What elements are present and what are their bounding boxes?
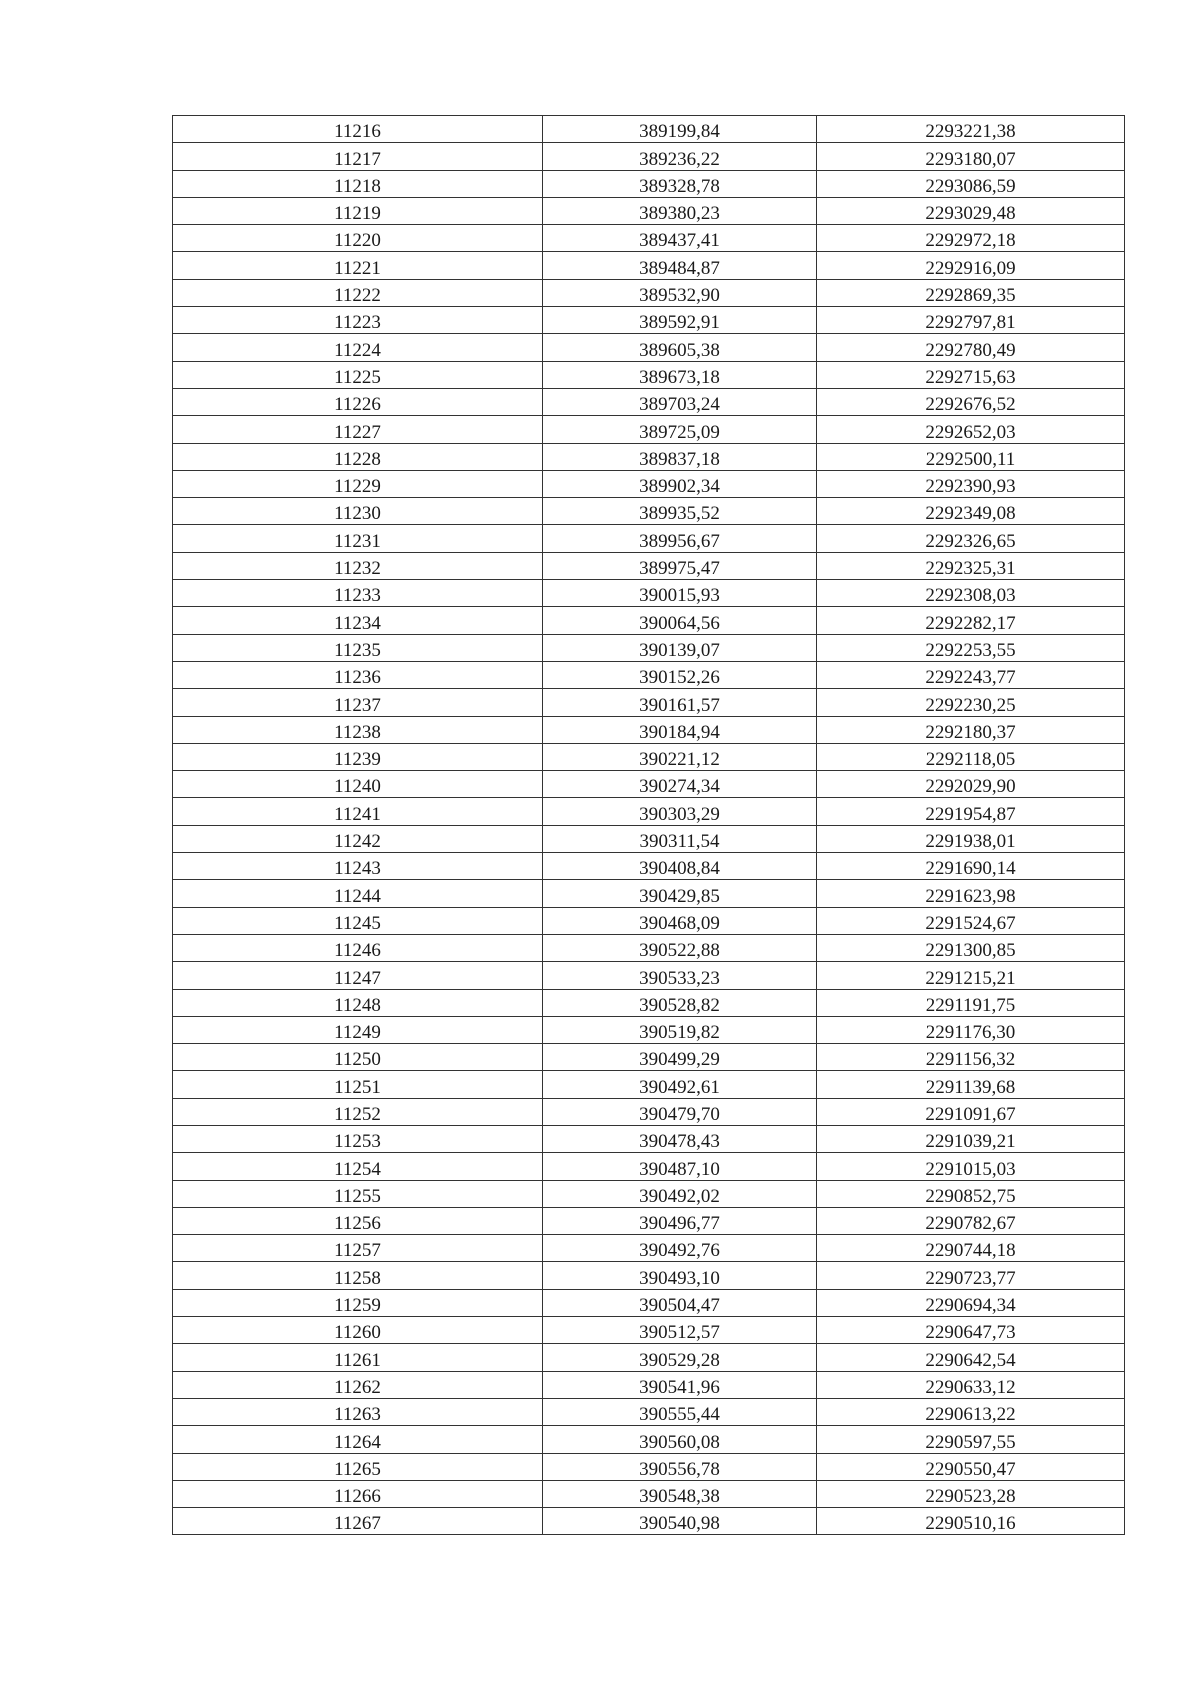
point-number-cell: 11253 bbox=[173, 1125, 543, 1152]
y-coordinate-cell: 2291015,03 bbox=[817, 1153, 1125, 1180]
table-row bbox=[173, 853, 1125, 880]
point-number-cell: 11236 bbox=[173, 661, 543, 688]
table-row bbox=[173, 279, 1125, 306]
y-coordinate-cell: 2293221,38 bbox=[817, 116, 1125, 143]
y-coordinate-cell: 2292326,65 bbox=[817, 525, 1125, 552]
table-row bbox=[173, 661, 1125, 688]
y-coordinate-cell: 2291156,32 bbox=[817, 1044, 1125, 1071]
y-coordinate-cell: 2290597,55 bbox=[817, 1426, 1125, 1453]
point-number-cell: 11232 bbox=[173, 552, 543, 579]
table-row bbox=[173, 498, 1125, 525]
table-row bbox=[173, 143, 1125, 170]
x-coordinate-cell: 390504,47 bbox=[543, 1289, 817, 1316]
x-coordinate-cell: 390522,88 bbox=[543, 934, 817, 961]
table-row bbox=[173, 1016, 1125, 1043]
table-row bbox=[173, 334, 1125, 361]
point-number-cell: 11224 bbox=[173, 334, 543, 361]
point-number-cell: 11262 bbox=[173, 1371, 543, 1398]
y-coordinate-cell: 2292500,11 bbox=[817, 443, 1125, 470]
table-row bbox=[173, 1180, 1125, 1207]
point-number-cell: 11239 bbox=[173, 743, 543, 770]
x-coordinate-cell: 390479,70 bbox=[543, 1098, 817, 1125]
point-number-cell: 11220 bbox=[173, 225, 543, 252]
x-coordinate-cell: 389484,87 bbox=[543, 252, 817, 279]
table-row bbox=[173, 716, 1125, 743]
table-row bbox=[173, 1262, 1125, 1289]
point-number-cell: 11250 bbox=[173, 1044, 543, 1071]
point-number-cell: 11267 bbox=[173, 1508, 543, 1535]
x-coordinate-cell: 389673,18 bbox=[543, 361, 817, 388]
y-coordinate-cell: 2291176,30 bbox=[817, 1016, 1125, 1043]
table-row bbox=[173, 116, 1125, 143]
point-number-cell: 11240 bbox=[173, 771, 543, 798]
x-coordinate-cell: 389532,90 bbox=[543, 279, 817, 306]
point-number-cell: 11243 bbox=[173, 853, 543, 880]
point-number-cell: 11255 bbox=[173, 1180, 543, 1207]
x-coordinate-cell: 390303,29 bbox=[543, 798, 817, 825]
point-number-cell: 11251 bbox=[173, 1071, 543, 1098]
table-row bbox=[173, 1098, 1125, 1125]
table-row bbox=[173, 880, 1125, 907]
y-coordinate-cell: 2293029,48 bbox=[817, 197, 1125, 224]
y-coordinate-cell: 2292676,52 bbox=[817, 388, 1125, 415]
table-row bbox=[173, 1398, 1125, 1425]
point-number-cell: 11233 bbox=[173, 580, 543, 607]
point-number-cell: 11245 bbox=[173, 907, 543, 934]
point-number-cell: 11222 bbox=[173, 279, 543, 306]
table-row bbox=[173, 771, 1125, 798]
table-row bbox=[173, 197, 1125, 224]
point-number-cell: 11258 bbox=[173, 1262, 543, 1289]
point-number-cell: 11263 bbox=[173, 1398, 543, 1425]
point-number-cell: 11230 bbox=[173, 498, 543, 525]
x-coordinate-cell: 389975,47 bbox=[543, 552, 817, 579]
x-coordinate-cell: 390221,12 bbox=[543, 743, 817, 770]
table-row bbox=[173, 1153, 1125, 1180]
y-coordinate-cell: 2292308,03 bbox=[817, 580, 1125, 607]
y-coordinate-cell: 2291139,68 bbox=[817, 1071, 1125, 1098]
y-coordinate-cell: 2290852,75 bbox=[817, 1180, 1125, 1207]
x-coordinate-cell: 390540,98 bbox=[543, 1508, 817, 1535]
table-row bbox=[173, 825, 1125, 852]
y-coordinate-cell: 2290523,28 bbox=[817, 1480, 1125, 1507]
table-row bbox=[173, 1235, 1125, 1262]
x-coordinate-cell: 390311,54 bbox=[543, 825, 817, 852]
table-row bbox=[173, 1371, 1125, 1398]
x-coordinate-cell: 390519,82 bbox=[543, 1016, 817, 1043]
table-row bbox=[173, 1289, 1125, 1316]
y-coordinate-cell: 2291938,01 bbox=[817, 825, 1125, 852]
y-coordinate-cell: 2292390,93 bbox=[817, 470, 1125, 497]
y-coordinate-cell: 2292282,17 bbox=[817, 607, 1125, 634]
x-coordinate-cell: 390015,93 bbox=[543, 580, 817, 607]
table-row bbox=[173, 470, 1125, 497]
table-row bbox=[173, 1044, 1125, 1071]
table-row bbox=[173, 1125, 1125, 1152]
x-coordinate-cell: 389199,84 bbox=[543, 116, 817, 143]
x-coordinate-cell: 390408,84 bbox=[543, 853, 817, 880]
point-number-cell: 11244 bbox=[173, 880, 543, 907]
point-number-cell: 11265 bbox=[173, 1453, 543, 1480]
x-coordinate-cell: 389592,91 bbox=[543, 307, 817, 334]
point-number-cell: 11231 bbox=[173, 525, 543, 552]
coordinate-table bbox=[172, 115, 1125, 1535]
y-coordinate-cell: 2290744,18 bbox=[817, 1235, 1125, 1262]
y-coordinate-cell: 2290613,22 bbox=[817, 1398, 1125, 1425]
y-coordinate-cell: 2290782,67 bbox=[817, 1207, 1125, 1234]
table-row bbox=[173, 689, 1125, 716]
table-row bbox=[173, 170, 1125, 197]
x-coordinate-cell: 390492,61 bbox=[543, 1071, 817, 1098]
point-number-cell: 11221 bbox=[173, 252, 543, 279]
x-coordinate-cell: 389236,22 bbox=[543, 143, 817, 170]
point-number-cell: 11223 bbox=[173, 307, 543, 334]
x-coordinate-cell: 390492,76 bbox=[543, 1235, 817, 1262]
table-row bbox=[173, 525, 1125, 552]
table-row bbox=[173, 1344, 1125, 1371]
x-coordinate-cell: 390499,29 bbox=[543, 1044, 817, 1071]
x-coordinate-cell: 390493,10 bbox=[543, 1262, 817, 1289]
x-coordinate-cell: 390533,23 bbox=[543, 962, 817, 989]
y-coordinate-cell: 2291191,75 bbox=[817, 989, 1125, 1016]
x-coordinate-cell: 389703,24 bbox=[543, 388, 817, 415]
x-coordinate-cell: 389956,67 bbox=[543, 525, 817, 552]
table-row bbox=[173, 634, 1125, 661]
table-row bbox=[173, 1426, 1125, 1453]
y-coordinate-cell: 2291091,67 bbox=[817, 1098, 1125, 1125]
x-coordinate-cell: 390152,26 bbox=[543, 661, 817, 688]
y-coordinate-cell: 2292652,03 bbox=[817, 416, 1125, 443]
y-coordinate-cell: 2292869,35 bbox=[817, 279, 1125, 306]
y-coordinate-cell: 2291524,67 bbox=[817, 907, 1125, 934]
point-number-cell: 11218 bbox=[173, 170, 543, 197]
y-coordinate-cell: 2292797,81 bbox=[817, 307, 1125, 334]
y-coordinate-cell: 2290510,16 bbox=[817, 1508, 1125, 1535]
point-number-cell: 11264 bbox=[173, 1426, 543, 1453]
table-row bbox=[173, 1071, 1125, 1098]
y-coordinate-cell: 2292325,31 bbox=[817, 552, 1125, 579]
table-row bbox=[173, 962, 1125, 989]
y-coordinate-cell: 2292349,08 bbox=[817, 498, 1125, 525]
point-number-cell: 11254 bbox=[173, 1153, 543, 1180]
y-coordinate-cell: 2292253,55 bbox=[817, 634, 1125, 661]
x-coordinate-cell: 389380,23 bbox=[543, 197, 817, 224]
point-number-cell: 11226 bbox=[173, 388, 543, 415]
table-row bbox=[173, 798, 1125, 825]
x-coordinate-cell: 390529,28 bbox=[543, 1344, 817, 1371]
point-number-cell: 11248 bbox=[173, 989, 543, 1016]
x-coordinate-cell: 390555,44 bbox=[543, 1398, 817, 1425]
x-coordinate-cell: 390541,96 bbox=[543, 1371, 817, 1398]
y-coordinate-cell: 2292972,18 bbox=[817, 225, 1125, 252]
x-coordinate-cell: 390492,02 bbox=[543, 1180, 817, 1207]
x-coordinate-cell: 390487,10 bbox=[543, 1153, 817, 1180]
table-row bbox=[173, 388, 1125, 415]
x-coordinate-cell: 389328,78 bbox=[543, 170, 817, 197]
x-coordinate-cell: 389725,09 bbox=[543, 416, 817, 443]
table-row bbox=[173, 552, 1125, 579]
y-coordinate-cell: 2292029,90 bbox=[817, 771, 1125, 798]
y-coordinate-cell: 2290647,73 bbox=[817, 1317, 1125, 1344]
table-row bbox=[173, 580, 1125, 607]
point-number-cell: 11235 bbox=[173, 634, 543, 661]
x-coordinate-cell: 390429,85 bbox=[543, 880, 817, 907]
x-coordinate-cell: 390512,57 bbox=[543, 1317, 817, 1344]
table-row bbox=[173, 307, 1125, 334]
point-number-cell: 11256 bbox=[173, 1207, 543, 1234]
point-number-cell: 11260 bbox=[173, 1317, 543, 1344]
x-coordinate-cell: 389902,34 bbox=[543, 470, 817, 497]
point-number-cell: 11229 bbox=[173, 470, 543, 497]
y-coordinate-cell: 2291690,14 bbox=[817, 853, 1125, 880]
coordinate-table-body bbox=[173, 116, 1125, 1535]
table-row bbox=[173, 1453, 1125, 1480]
y-coordinate-cell: 2293180,07 bbox=[817, 143, 1125, 170]
y-coordinate-cell: 2291215,21 bbox=[817, 962, 1125, 989]
point-number-cell: 11219 bbox=[173, 197, 543, 224]
x-coordinate-cell: 390274,34 bbox=[543, 771, 817, 798]
point-number-cell: 11216 bbox=[173, 116, 543, 143]
y-coordinate-cell: 2292118,05 bbox=[817, 743, 1125, 770]
table-row bbox=[173, 361, 1125, 388]
point-number-cell: 11238 bbox=[173, 716, 543, 743]
table-row bbox=[173, 934, 1125, 961]
table-row bbox=[173, 1480, 1125, 1507]
x-coordinate-cell: 390064,56 bbox=[543, 607, 817, 634]
table-row bbox=[173, 1317, 1125, 1344]
point-number-cell: 11225 bbox=[173, 361, 543, 388]
y-coordinate-cell: 2292916,09 bbox=[817, 252, 1125, 279]
table-row bbox=[173, 907, 1125, 934]
table-row bbox=[173, 607, 1125, 634]
y-coordinate-cell: 2292715,63 bbox=[817, 361, 1125, 388]
y-coordinate-cell: 2291300,85 bbox=[817, 934, 1125, 961]
table-row bbox=[173, 1508, 1125, 1535]
x-coordinate-cell: 390161,57 bbox=[543, 689, 817, 716]
x-coordinate-cell: 390528,82 bbox=[543, 989, 817, 1016]
x-coordinate-cell: 389605,38 bbox=[543, 334, 817, 361]
table-row bbox=[173, 416, 1125, 443]
y-coordinate-cell: 2290550,47 bbox=[817, 1453, 1125, 1480]
point-number-cell: 11259 bbox=[173, 1289, 543, 1316]
y-coordinate-cell: 2291623,98 bbox=[817, 880, 1125, 907]
x-coordinate-cell: 390560,08 bbox=[543, 1426, 817, 1453]
table-row bbox=[173, 989, 1125, 1016]
point-number-cell: 11234 bbox=[173, 607, 543, 634]
x-coordinate-cell: 390478,43 bbox=[543, 1125, 817, 1152]
point-number-cell: 11242 bbox=[173, 825, 543, 852]
y-coordinate-cell: 2291039,21 bbox=[817, 1125, 1125, 1152]
y-coordinate-cell: 2292243,77 bbox=[817, 661, 1125, 688]
point-number-cell: 11241 bbox=[173, 798, 543, 825]
point-number-cell: 11247 bbox=[173, 962, 543, 989]
y-coordinate-cell: 2290633,12 bbox=[817, 1371, 1125, 1398]
table-row bbox=[173, 1207, 1125, 1234]
x-coordinate-cell: 390556,78 bbox=[543, 1453, 817, 1480]
x-coordinate-cell: 389935,52 bbox=[543, 498, 817, 525]
point-number-cell: 11227 bbox=[173, 416, 543, 443]
x-coordinate-cell: 389837,18 bbox=[543, 443, 817, 470]
y-coordinate-cell: 2290642,54 bbox=[817, 1344, 1125, 1371]
point-number-cell: 11246 bbox=[173, 934, 543, 961]
y-coordinate-cell: 2292780,49 bbox=[817, 334, 1125, 361]
y-coordinate-cell: 2292180,37 bbox=[817, 716, 1125, 743]
table-row bbox=[173, 443, 1125, 470]
point-number-cell: 11266 bbox=[173, 1480, 543, 1507]
table-row bbox=[173, 225, 1125, 252]
x-coordinate-cell: 389437,41 bbox=[543, 225, 817, 252]
table-row bbox=[173, 252, 1125, 279]
y-coordinate-cell: 2290694,34 bbox=[817, 1289, 1125, 1316]
point-number-cell: 11252 bbox=[173, 1098, 543, 1125]
y-coordinate-cell: 2292230,25 bbox=[817, 689, 1125, 716]
point-number-cell: 11228 bbox=[173, 443, 543, 470]
point-number-cell: 11257 bbox=[173, 1235, 543, 1262]
x-coordinate-cell: 390496,77 bbox=[543, 1207, 817, 1234]
point-number-cell: 11249 bbox=[173, 1016, 543, 1043]
y-coordinate-cell: 2293086,59 bbox=[817, 170, 1125, 197]
point-number-cell: 11217 bbox=[173, 143, 543, 170]
y-coordinate-cell: 2291954,87 bbox=[817, 798, 1125, 825]
x-coordinate-cell: 390139,07 bbox=[543, 634, 817, 661]
point-number-cell: 11261 bbox=[173, 1344, 543, 1371]
y-coordinate-cell: 2290723,77 bbox=[817, 1262, 1125, 1289]
x-coordinate-cell: 390468,09 bbox=[543, 907, 817, 934]
table-row bbox=[173, 743, 1125, 770]
x-coordinate-cell: 390184,94 bbox=[543, 716, 817, 743]
x-coordinate-cell: 390548,38 bbox=[543, 1480, 817, 1507]
point-number-cell: 11237 bbox=[173, 689, 543, 716]
